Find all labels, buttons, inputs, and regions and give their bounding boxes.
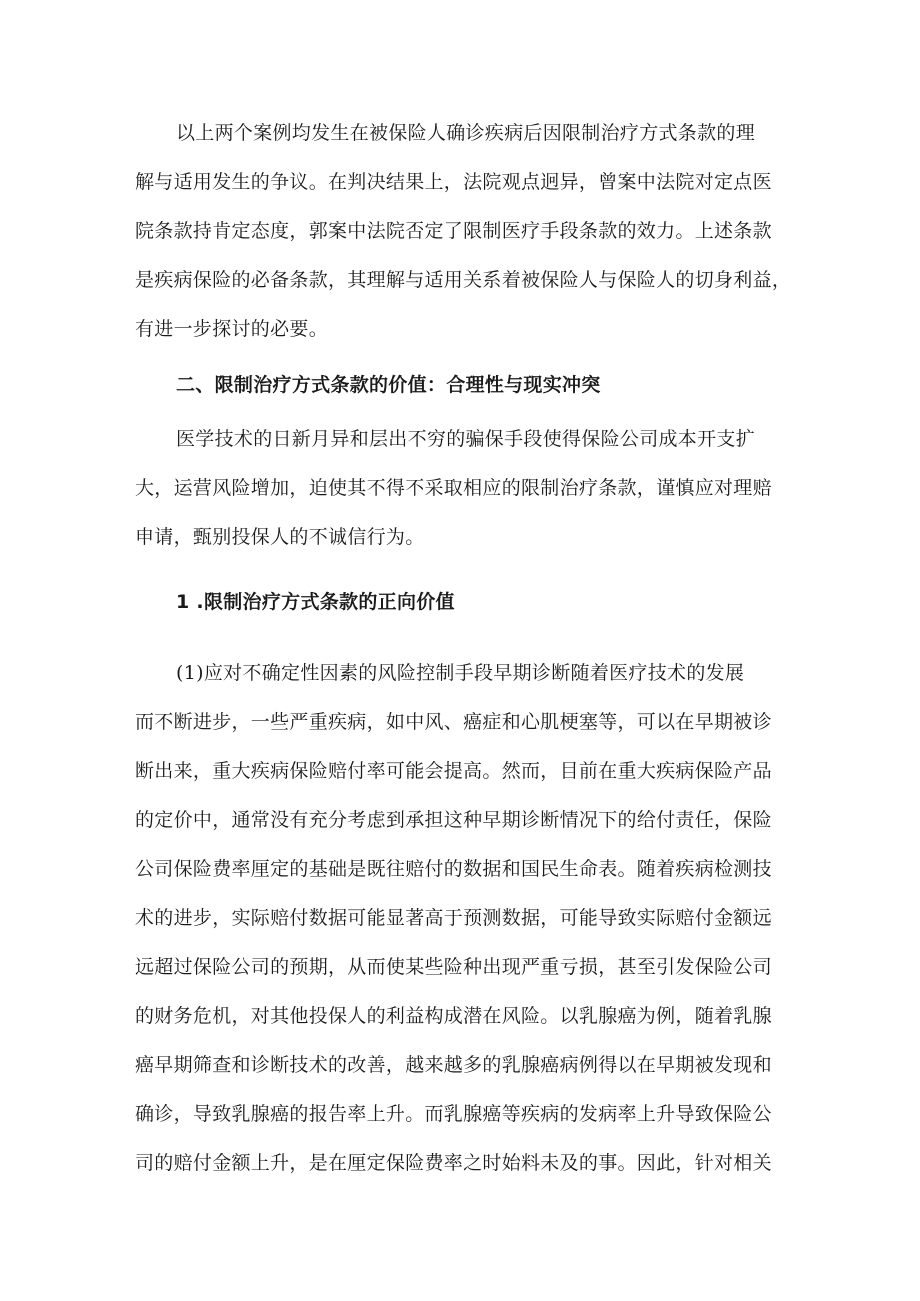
paragraph-line: 癌早期筛查和诊断技术的改善，越来越多的乳腺癌病例得以在早期被发现和 (135, 1054, 772, 1076)
paragraph-line: 而不断进步，一些严重疾病，如中风、癌症和心肌梗塞等，可以在早期被诊 (135, 711, 772, 733)
paragraph-line: 术的进步，实际赔付数据可能显著高于预测数据，可能导致实际赔付金额远 (135, 907, 772, 929)
paragraph-line: (1)应对不确定性因素的风险控制手段早期诊断随着医疗技术的发展 (176, 662, 745, 684)
paragraph-line: 大，运营风险增加，迫使其不得不采取相应的限制治疗条款，谨慎应对理赔 (135, 477, 772, 499)
paragraph-line: 解与适用发生的争议。在判决结果上，法院观点迥异，曾案中法院对定点医 (135, 171, 772, 193)
section-heading: 二、限制治疗方式条款的价值：合理性与现实冲突 (176, 374, 601, 396)
subsection-heading: 1 .限制治疗方式条款的正向价值 (176, 591, 455, 613)
paragraph-line: 远超过保险公司的预期，从而使某些险种出现严重亏损，甚至引发保险公司 (135, 956, 772, 978)
paragraph-line: 确诊，导致乳腺癌的报告率上升。而乳腺癌等疾病的发病率上升导致保险公 (135, 1103, 772, 1125)
paragraph-line: 以上两个案例均发生在被保险人确诊疾病后因限制治疗方式条款的理 (176, 122, 756, 144)
paragraph-line: 医学技术的日新月异和层出不穷的骗保手段使得保险公司成本开支扩 (176, 428, 756, 450)
paragraph-line: 院条款持肯定态度，郭案中法院否定了限制医疗手段条款的效力。上述条款 (135, 220, 772, 242)
paragraph-line: 公司保险费率厘定的基础是既往赔付的数据和国民生命表。随着疾病检测技 (135, 858, 772, 880)
paragraph-line: 司的赔付金额上升，是在厘定保险费率之时始料未及的事。因此，针对相关 (135, 1152, 772, 1174)
paragraph-line: 申请，甄别投保人的不诚信行为。 (135, 526, 425, 548)
paragraph-line: 有进一步探讨的必要。 (135, 318, 329, 340)
paragraph-line: 的财务危机，对其他投保人的利益构成潜在风险。以乳腺癌为例，随着乳腺 (135, 1005, 772, 1027)
paragraph-line: 是疾病保险的必备条款，其理解与适用关系着被保险人与保险人的切身利益， (135, 269, 792, 291)
paragraph-line: 的定价中，通常没有充分考虑到承担这种早期诊断情况下的给付责任，保险 (135, 809, 772, 831)
paragraph-line: 断出来，重大疾病保险赔付率可能会提高。然而，目前在重大疾病保险产品 (135, 760, 772, 782)
